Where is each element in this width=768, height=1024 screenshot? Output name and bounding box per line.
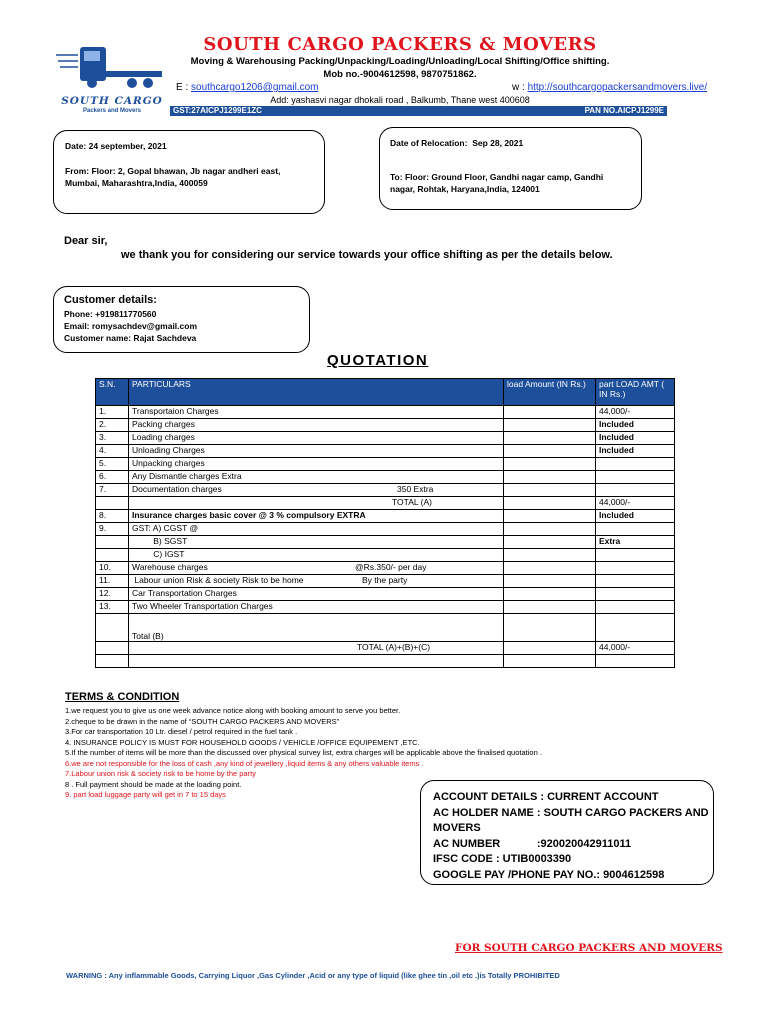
row-particulars bbox=[129, 601, 504, 614]
particular-text: Unpacking charges bbox=[132, 458, 205, 468]
row-load-amount bbox=[504, 419, 596, 432]
row-sn: 2. bbox=[96, 419, 129, 432]
terms-item: 9. part load luggage party will get in 7 to 15 days bbox=[65, 790, 226, 799]
row-sn: 4. bbox=[96, 445, 129, 458]
quotation-table bbox=[95, 378, 675, 668]
particular-extra: 350 Extra bbox=[397, 484, 434, 494]
quote-date: Date: 24 september, 2021 bbox=[65, 141, 167, 151]
table-row bbox=[96, 406, 675, 419]
signature-line: FOR SOUTH CARGO PACKERS AND MOVERS bbox=[455, 942, 723, 954]
row-sn bbox=[96, 536, 129, 549]
table-row bbox=[96, 588, 675, 601]
particular-text: Insurance charges basic cover @ 3 % compulsory EXTRA bbox=[132, 510, 366, 520]
particular-text: Transportaion Charges bbox=[132, 406, 219, 416]
terms-item: 5.If the number of items will be more than the discussed over physical survey list, extra charges will be applicable above the finalised quotation . bbox=[65, 748, 542, 757]
row-particulars bbox=[129, 523, 504, 536]
logo-text: SOUTH CARGO bbox=[61, 95, 163, 107]
customer-phone: Phone: +919811770560 bbox=[64, 309, 157, 319]
table-row bbox=[96, 471, 675, 484]
table-row bbox=[96, 536, 675, 549]
row-load-amount bbox=[504, 601, 596, 614]
particular-text: C) IGST bbox=[132, 549, 185, 559]
row-load-amount bbox=[504, 406, 596, 419]
email-line bbox=[176, 82, 318, 93]
from-box bbox=[53, 130, 325, 214]
particular-text: B) SGST bbox=[132, 536, 188, 546]
row-particulars bbox=[129, 432, 504, 445]
terms-title: TERMS & CONDITION bbox=[65, 691, 180, 703]
row-load-amount bbox=[504, 484, 596, 497]
row-sn bbox=[96, 655, 129, 668]
relocation-date: Date of Relocation: Sep 28, 2021 bbox=[390, 138, 524, 148]
row-particulars bbox=[129, 614, 504, 642]
row-part-load bbox=[596, 484, 675, 497]
particular-text: Unloading Charges bbox=[132, 445, 205, 455]
row-particulars bbox=[129, 575, 504, 588]
table-row bbox=[96, 484, 675, 497]
to-address: To: Floor: Ground Floor, Gandhi nagar camp, Gandhi nagar, Rohtak, Haryana,India, 124001 bbox=[390, 172, 604, 194]
row-load-amount bbox=[504, 614, 596, 642]
particular-text: Car Transportation Charges bbox=[132, 588, 237, 598]
row-sn: 13. bbox=[96, 601, 129, 614]
row-part-load bbox=[596, 471, 675, 484]
row-load-amount bbox=[504, 536, 596, 549]
table-row bbox=[96, 614, 675, 642]
row-sn: 11. bbox=[96, 575, 129, 588]
header-sn: S.N. bbox=[96, 379, 129, 406]
account-number: AC NUMBER :920020042911011 bbox=[433, 837, 632, 850]
table-row bbox=[96, 575, 675, 588]
header-part-load: part LOAD AMT ( IN Rs.) bbox=[596, 379, 675, 406]
customer-box bbox=[53, 286, 310, 353]
customer-title: Customer details: bbox=[64, 294, 157, 306]
row-load-amount bbox=[504, 575, 596, 588]
particular-extra: By the party bbox=[362, 575, 408, 585]
row-part-load bbox=[596, 562, 675, 575]
row-sn: 12. bbox=[96, 588, 129, 601]
row-load-amount bbox=[504, 471, 596, 484]
table-row bbox=[96, 642, 675, 655]
row-part-load bbox=[596, 588, 675, 601]
row-part-load: Included bbox=[596, 445, 675, 458]
row-load-amount bbox=[504, 655, 596, 668]
row-particulars bbox=[129, 497, 504, 510]
table-row bbox=[96, 601, 675, 614]
particular-text: Two Wheeler Transportation Charges bbox=[132, 601, 273, 611]
row-particulars bbox=[129, 642, 504, 655]
pan-number: PAN NO.AICPJ1299E bbox=[584, 106, 664, 115]
row-sn bbox=[96, 497, 129, 510]
row-load-amount bbox=[504, 445, 596, 458]
salutation: Dear sir, bbox=[64, 235, 108, 247]
header-load-amount: load Amount (IN Rs.) bbox=[504, 379, 596, 406]
table-row bbox=[96, 655, 675, 668]
gst-number: GST:27AICPJ1299E1ZC bbox=[173, 106, 262, 115]
row-load-amount bbox=[504, 562, 596, 575]
row-part-load bbox=[596, 549, 675, 562]
table-row bbox=[96, 432, 675, 445]
row-load-amount bbox=[504, 497, 596, 510]
row-particulars bbox=[129, 655, 504, 668]
row-part-load bbox=[596, 614, 675, 642]
table-row bbox=[96, 419, 675, 432]
email-label: E : bbox=[176, 82, 189, 93]
row-part-load: 44,000/- bbox=[596, 406, 675, 419]
particular-text: Packing charges bbox=[132, 419, 195, 429]
row-sn bbox=[96, 614, 129, 642]
row-part-load bbox=[596, 523, 675, 536]
account-holder: AC HOLDER NAME : SOUTH CARGO PACKERS AND bbox=[433, 806, 709, 819]
row-sn bbox=[96, 549, 129, 562]
account-holder-cont: MOVERS bbox=[433, 822, 481, 834]
row-load-amount bbox=[504, 432, 596, 445]
particular-text: Documentation charges bbox=[132, 484, 222, 494]
company-logo bbox=[56, 45, 168, 117]
row-part-load: Extra bbox=[596, 536, 675, 549]
row-load-amount bbox=[504, 510, 596, 523]
row-part-load: Included bbox=[596, 432, 675, 445]
row-load-amount bbox=[504, 642, 596, 655]
account-type: ACCOUNT DETAILS : CURRENT ACCOUNT bbox=[433, 791, 659, 803]
customer-name: Customer name: Rajat Sachdeva bbox=[64, 333, 197, 343]
row-particulars bbox=[129, 562, 504, 575]
logo-subtext: Packers and Movers bbox=[82, 108, 142, 114]
particular-text: GST: A) CGST @ bbox=[132, 523, 199, 533]
row-sn: 6. bbox=[96, 471, 129, 484]
table-row bbox=[96, 458, 675, 471]
table-row bbox=[96, 549, 675, 562]
row-sn: 1. bbox=[96, 406, 129, 419]
row-particulars bbox=[129, 588, 504, 601]
table-row bbox=[96, 523, 675, 536]
row-load-amount bbox=[504, 588, 596, 601]
row-particulars bbox=[129, 419, 504, 432]
table-row bbox=[96, 510, 675, 523]
particular-text: Any Dismantle charges Extra bbox=[132, 471, 242, 481]
row-part-load: 44,000/- bbox=[596, 642, 675, 655]
header-particulars: PARTICULARS bbox=[129, 379, 504, 406]
particular-extra: TOTAL (A) bbox=[392, 497, 432, 507]
terms-item: 3.For car transportation 10 Ltr. diesel / petrol required in the fuel tank . bbox=[65, 727, 298, 736]
gst-bar bbox=[170, 106, 667, 116]
email-link[interactable]: southcargo1206@gmail.com bbox=[191, 82, 319, 93]
row-particulars bbox=[129, 406, 504, 419]
terms-item: 1.we request you to give us one week advance notice along with booking amount to serve you better. bbox=[65, 706, 401, 715]
company-address: Add: yashasvi nagar dhokali road , Balkumb, Thane west 400608 bbox=[270, 95, 530, 105]
row-particulars bbox=[129, 471, 504, 484]
row-part-load: 44,000/- bbox=[596, 497, 675, 510]
account-details-box bbox=[420, 780, 714, 885]
company-mobile: Mob no.-9004612598, 9870751862. bbox=[323, 69, 477, 80]
row-particulars bbox=[129, 510, 504, 523]
row-sn bbox=[96, 642, 129, 655]
table-row bbox=[96, 497, 675, 510]
terms-item: 7.Labour union risk & society risk to be home by the party bbox=[65, 769, 256, 778]
table-row bbox=[96, 445, 675, 458]
particular-text: Labour union Risk & society Risk to be home bbox=[132, 575, 304, 585]
row-load-amount bbox=[504, 458, 596, 471]
website-label: w : bbox=[512, 82, 525, 93]
terms-item: 4. INSURANCE POLICY IS MUST FOR HOUSEHOLD GOODS / VEHICLE /OFFICE EQUIPEMENT ,ETC. bbox=[65, 737, 420, 747]
row-particulars bbox=[129, 536, 504, 549]
row-part-load: Included bbox=[596, 419, 675, 432]
terms-item: 2.cheque to be drawn in the name of “SOUTH CARGO PACKERS AND MOVERS” bbox=[65, 716, 340, 726]
customer-email: Email: romysachdev@gmail.com bbox=[64, 321, 198, 331]
particular-text: Warehouse charges bbox=[132, 562, 208, 572]
row-part-load bbox=[596, 575, 675, 588]
particular-text: Loading charges bbox=[132, 432, 195, 442]
row-sn: 9. bbox=[96, 523, 129, 536]
company-tagline: Moving & Warehousing Packing/Unpacking/Loading/Unloading/Local Shifting/Office shifting. bbox=[190, 56, 610, 67]
row-load-amount bbox=[504, 549, 596, 562]
row-sn: 5. bbox=[96, 458, 129, 471]
row-particulars bbox=[129, 445, 504, 458]
terms-item: 6.we are not responsible for the loss of cash ,any kind of jewellery ,liquid items & any others valuable items . bbox=[65, 758, 424, 768]
letter-body: we thank you for considering our service towards your office shifting as per the details below. bbox=[121, 249, 613, 261]
payment-number: GOOGLE PAY /PHONE PAY NO.: 9004612598 bbox=[433, 868, 665, 881]
website-line bbox=[512, 82, 707, 93]
row-particulars bbox=[129, 484, 504, 497]
row-sn: 8. bbox=[96, 510, 129, 523]
website-link[interactable]: http://southcargopackersandmovers.live/ bbox=[527, 82, 708, 93]
particular-extra: TOTAL (A)+(B)+(C) bbox=[357, 642, 431, 652]
terms-item: 8 . Full payment should be made at the loading point. bbox=[65, 779, 242, 789]
particular-extra: @Rs.350/- per day bbox=[355, 562, 427, 572]
row-particulars bbox=[129, 458, 504, 471]
to-box bbox=[379, 127, 642, 210]
table-row bbox=[96, 562, 675, 575]
customer-details bbox=[64, 308, 197, 344]
from-address: From: Floor: 2, Gopal bhawan, Jb nagar andheri east, Mumbai, Maharashtra,India, 400059 bbox=[65, 166, 281, 188]
particular-text: Total (B) bbox=[132, 631, 164, 641]
company-name: SOUTH CARGO PACKERS & MOVERS bbox=[203, 34, 597, 55]
row-particulars bbox=[129, 549, 504, 562]
row-sn: 7. bbox=[96, 484, 129, 497]
warning-text: WARNING : Any inflammable Goods, Carrying Liquor ,Gas Cylinder ,Acid or any type of liquid (like ghee tin ,oil etc .)is Totally PROHIBITED bbox=[66, 971, 560, 980]
row-part-load bbox=[596, 655, 675, 668]
row-sn: 3. bbox=[96, 432, 129, 445]
row-sn: 10. bbox=[96, 562, 129, 575]
ifsc-code: IFSC CODE : UTIB0003390 bbox=[433, 853, 572, 865]
quotation-title: QUOTATION bbox=[327, 352, 429, 369]
row-part-load: Included bbox=[596, 510, 675, 523]
row-part-load bbox=[596, 601, 675, 614]
row-part-load bbox=[596, 458, 675, 471]
table-header bbox=[96, 379, 675, 406]
row-load-amount bbox=[504, 523, 596, 536]
